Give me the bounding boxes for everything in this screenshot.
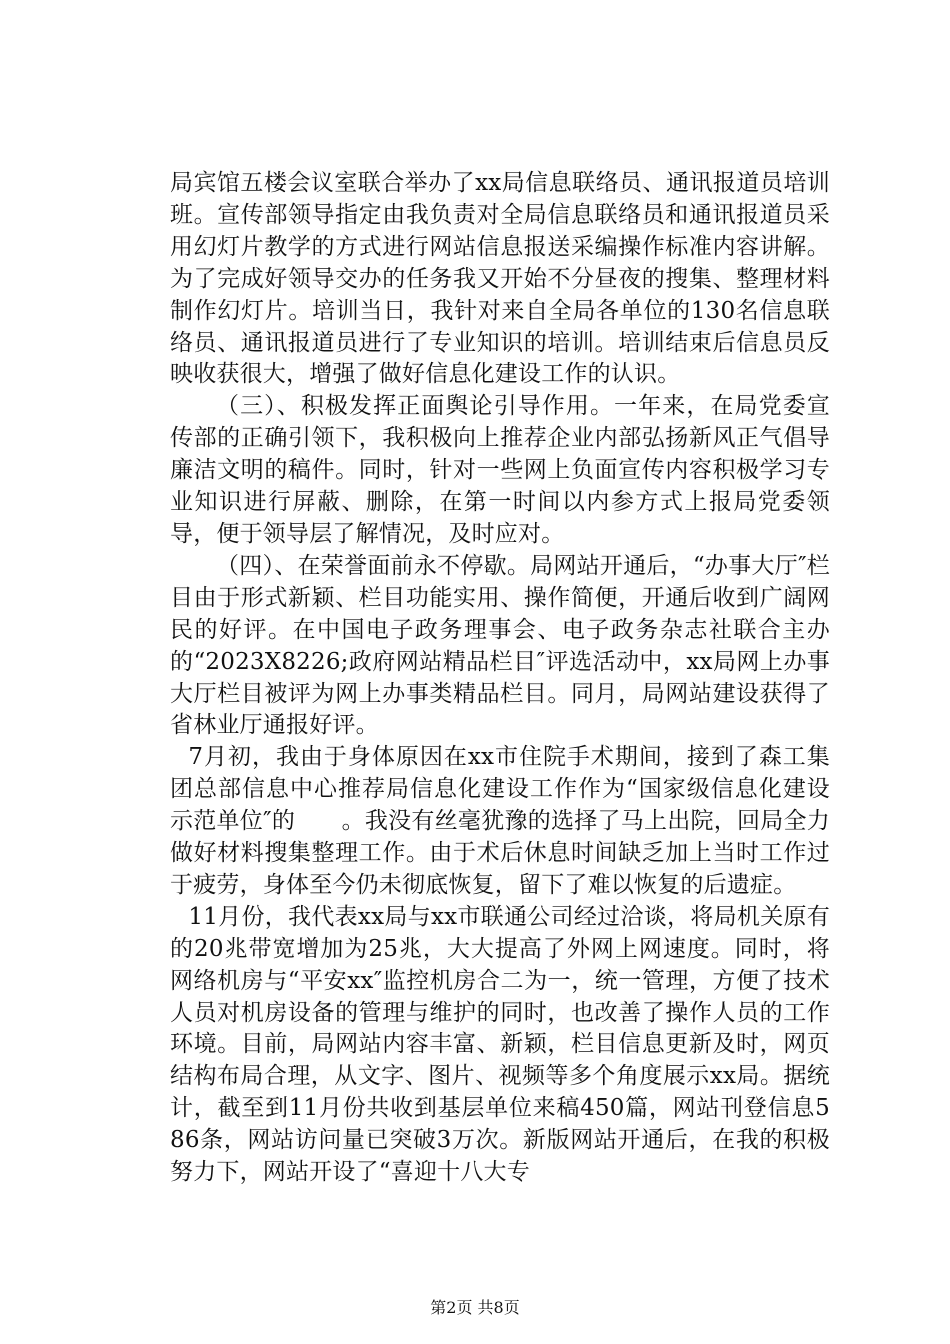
page-number-label: 第2页 共8页 (430, 1298, 520, 1317)
paragraph-continuation: 局宾馆五楼会议室联合举办了xx局信息联络员、通讯报道员培训班。宣传部领导指定由我负责对全局信息联络员和通讯报道员采用幻灯片教学的方式进行网站信息报送采编操作标准内容讲解。为了完成好领导交办的任务我又开始不分昼夜的搜集、整理材料制作幻灯片。培训当日，我针对来自全局各单位的130名信息联络员、通讯报道员进行了专业知识的培训。培训结束后信息员反映收获很大，增强了做好信息化建设工作的认识。 (170, 170, 830, 388)
page-footer (0, 1295, 950, 1318)
paragraph-november: 11月份，我代表xx局与xx市联通公司经过洽谈，将局机关原有的20兆带宽增加为25兆，大大提高了外网上网速度。同时，将网络机房与“平安xx″监控机房合二为一，统一管理，方便了技术人员对机房设备的管理与维护的同时，也改善了操作人员的工作环境。目前，局网站内容丰富、新颖，栏目信息更新及时，网页结构布局合理，从文字、图片、视频等多个角度展示xx局。据统计，截至到11月份共收到基层单位来稿450篇，网站刊登信息586条，网站访问量已突破3万次。新版网站开通后，在我的积极努力下，网站开设了“喜迎十八大专 (170, 903, 830, 1186)
document-body (170, 168, 830, 1189)
paragraph-july: 7月初，我由于身体原因在xx市住院手术期间，接到了森工集团总部信息中心推荐局信息化建设工作作为“国家级信息化建设示范单位″的 。我没有丝毫犹豫的选择了马上出院，回局全力做好材料搜集整理工作。由于术后休息时间缺乏加上当时工作过于疲劳，身体至今仍未彻底恢复，留下了难以恢复的后遗症。 (170, 744, 830, 898)
paragraph-section-four: （四）、在荣誉面前永不停歇。局网站开通后，“办事大厅″栏目由于形式新颖、栏目功能实用、操作简便，开通后收到广阔网民的好评。在中国电子政务理事会、电子政务杂志社联合主办的“2023X8226;政府网站精品栏目″评选活动中，xx局网上办事大厅栏目被评为网上办事类精品栏目。同月，局网站建设获得了省林业厅通报好评。 (170, 552, 830, 739)
paragraph-section-three: （三）、积极发挥正面舆论引导作用。一年来，在局党委宣传部的正确引领下，我积极向上推荐企业内部弘扬新风正气倡导廉洁文明的稿件。同时，针对一些网上负面宣传内容积极学习专业知识进行屏蔽、删除，在第一时间以内参方式上报局党委领导，便于领导层了解情况，及时应对。 (170, 393, 830, 547)
